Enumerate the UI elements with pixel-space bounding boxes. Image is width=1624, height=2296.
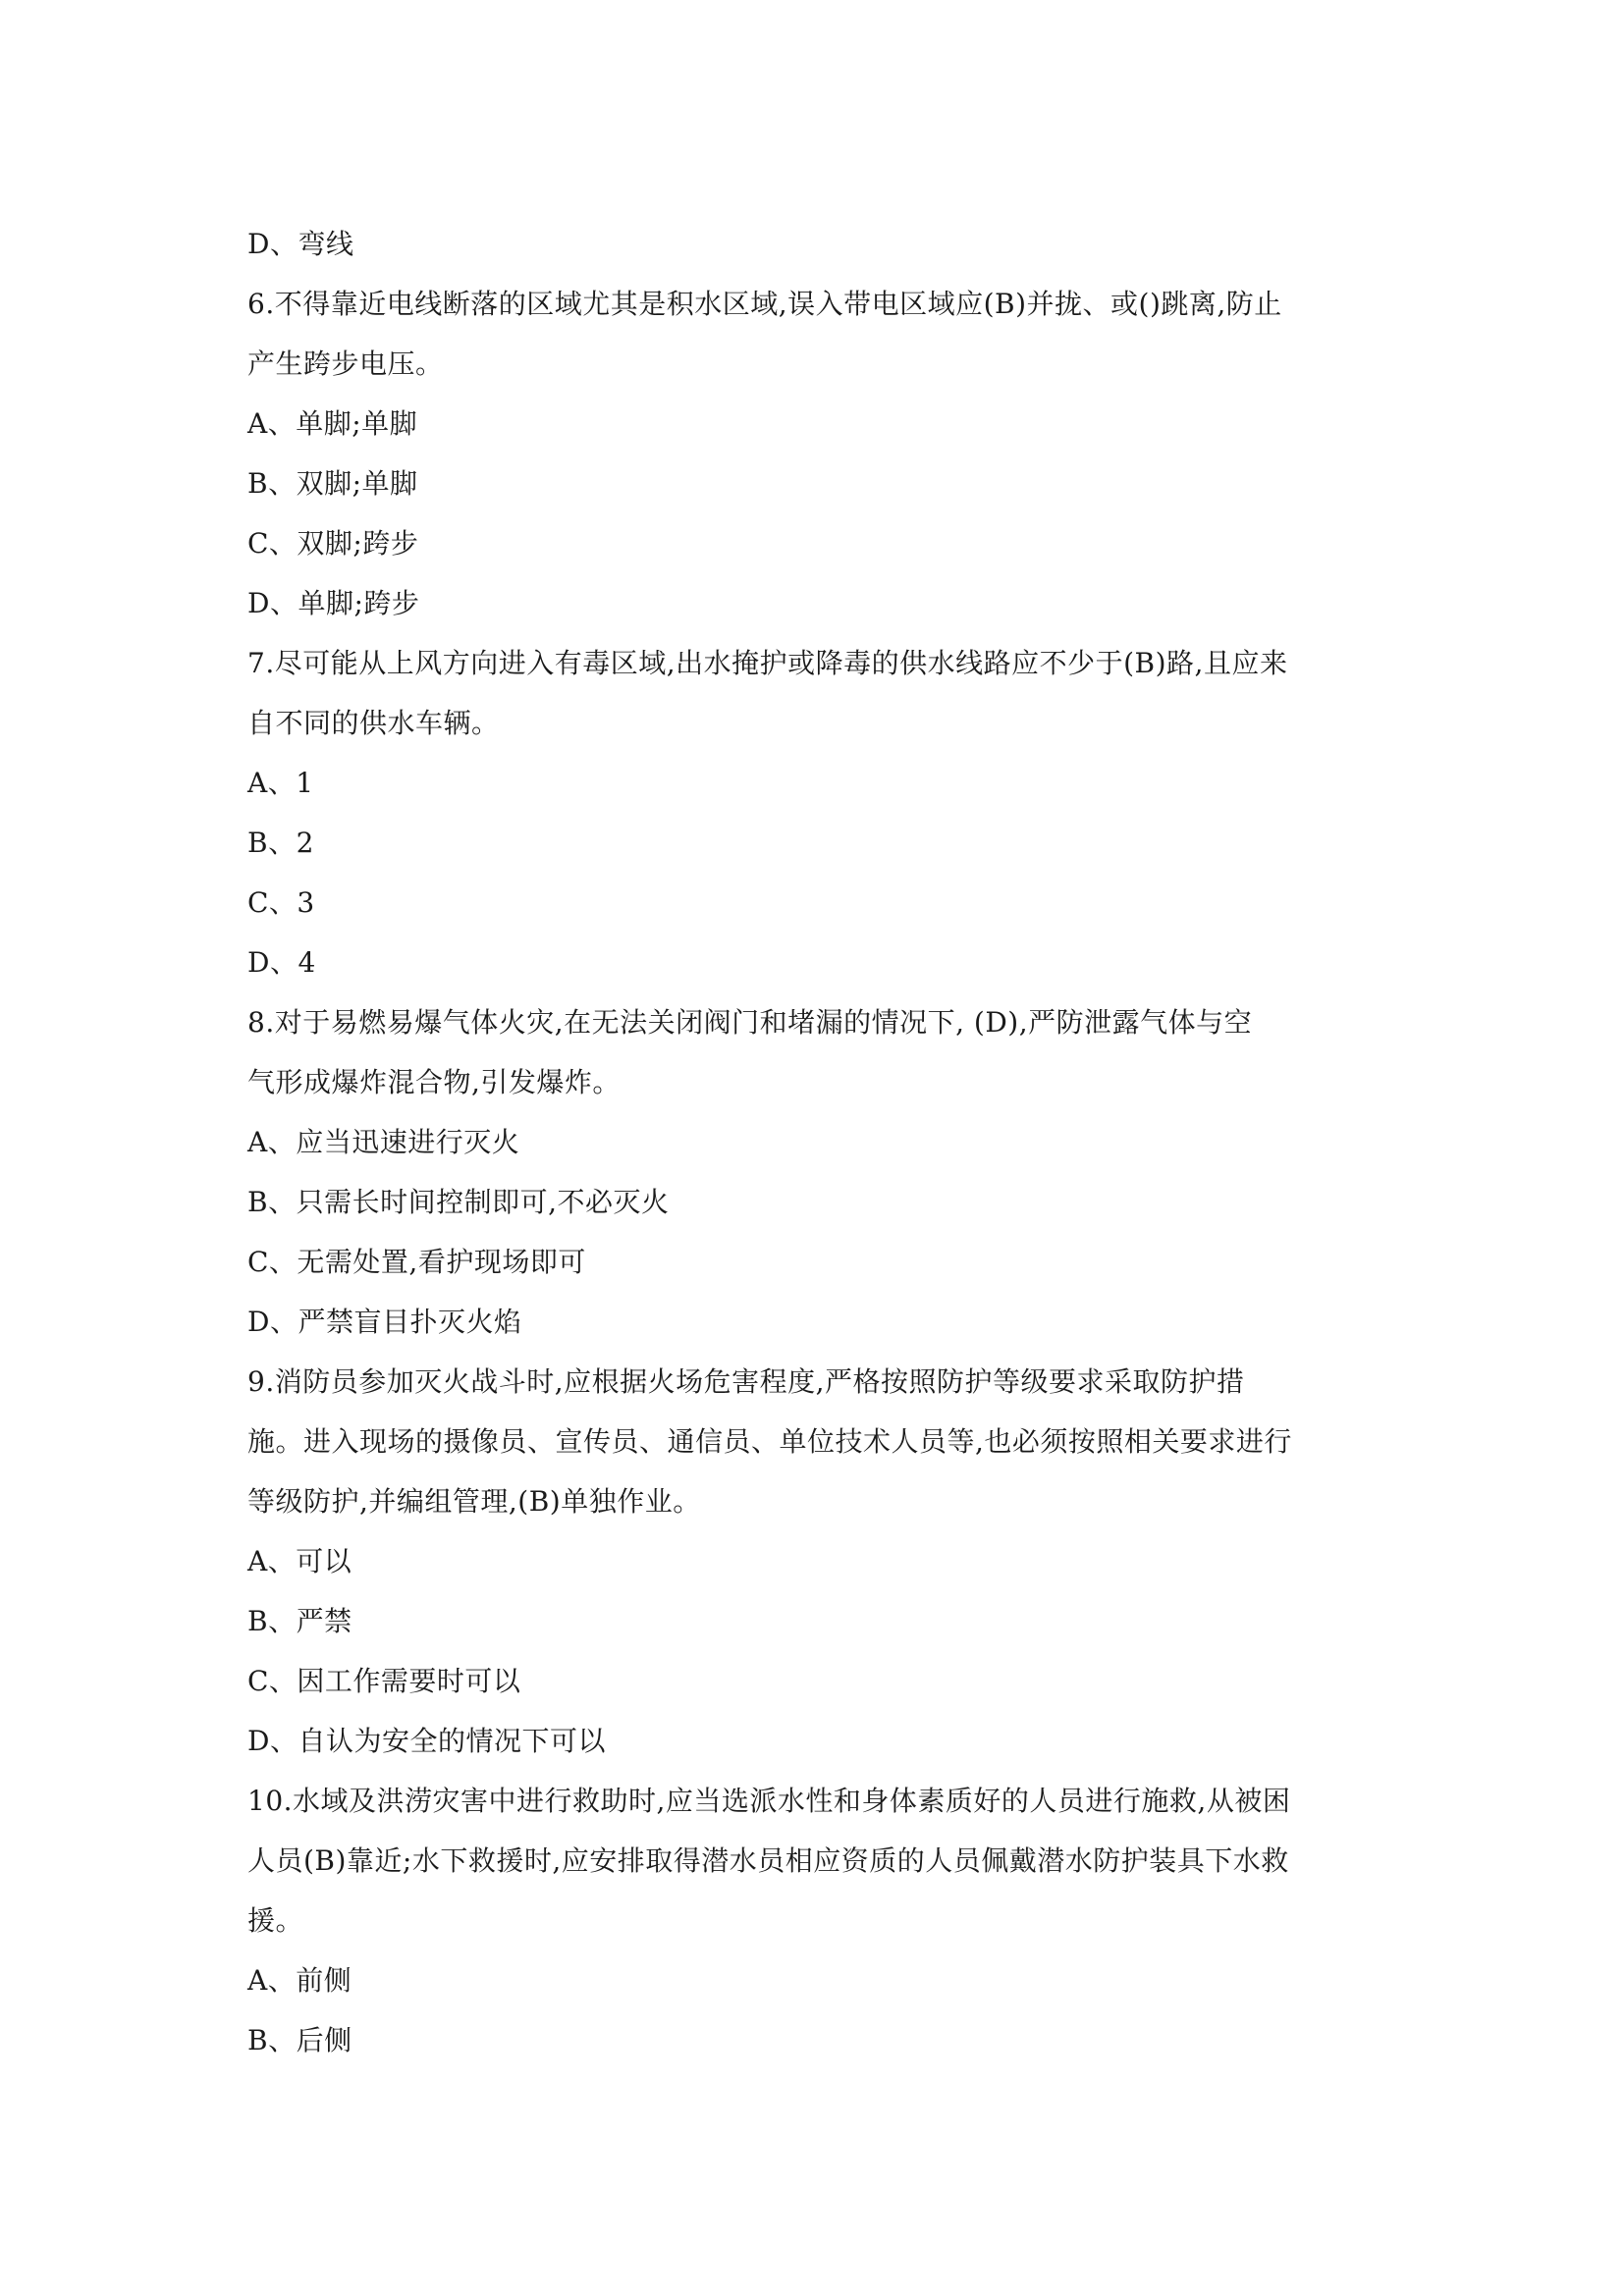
question-line: 6.不得靠近电线断落的区域尤其是积水区域,误入带电区域应(B)并拢、或()跳离,防止: [247, 288, 1282, 320]
option-line: B、2: [247, 827, 314, 859]
option-line: A、可以: [247, 1545, 352, 1577]
option-line: A、应当迅速进行灭火: [247, 1126, 520, 1158]
question-line: 等级防护,并编组管理,(B)单独作业。: [247, 1485, 701, 1518]
option-line: A、前侧: [247, 1964, 352, 1997]
question-line: 援。: [247, 1904, 304, 1937]
option-line: C、3: [247, 886, 315, 919]
document-body: [247, 214, 1386, 2070]
question-line: 气形成爆炸混合物,引发爆炸。: [247, 1066, 621, 1098]
question-line: 产生跨步电压。: [247, 347, 444, 380]
question-line: 自不同的供水车辆。: [247, 707, 500, 739]
option-line: C、无需处置,看护现场即可: [247, 1246, 586, 1278]
question-line: 施。进入现场的摄像员、宣传员、通信员、单位技术人员等,也必须按照相关要求进行: [247, 1425, 1292, 1458]
question-line: 7.尽可能从上风方向进入有毒区域,出水掩护或降毒的供水线路应不少于(B)路,且应来: [247, 647, 1288, 679]
option-line: A、1: [247, 767, 314, 799]
option-line: A、单脚;单脚: [247, 407, 418, 440]
question-line: 8.对于易燃易爆气体火灾,在无法关闭阀门和堵漏的情况下, (D),严防泄露气体与空: [247, 1006, 1253, 1039]
option-line: B、只需长时间控制即可,不必灭火: [247, 1186, 670, 1218]
question-line: 9.消防员参加灭火战斗时,应根据火场危害程度,严格按照防护等级要求采取防护措: [247, 1365, 1245, 1398]
option-line: C、因工作需要时可以: [247, 1665, 521, 1697]
question-line: 10.水域及洪涝灾害中进行救助时,应当选派水性和身体素质好的人员进行施救,从被困: [247, 1785, 1291, 1817]
option-line: D、自认为安全的情况下可以: [247, 1725, 606, 1757]
option-line: D、单脚;跨步: [247, 587, 420, 619]
option-line: D、弯线: [247, 228, 354, 260]
option-line: B、双脚;单脚: [247, 467, 418, 500]
option-line: B、严禁: [247, 1605, 352, 1637]
option-line: C、双脚;跨步: [247, 527, 419, 560]
option-line: D、严禁盲目扑灭火焰: [247, 1306, 522, 1338]
option-line: D、4: [247, 946, 316, 979]
question-line: 人员(B)靠近;水下救援时,应安排取得潜水员相应资质的人员佩戴潜水防护装具下水救: [247, 1844, 1289, 1877]
option-line: B、后侧: [247, 2024, 352, 2056]
